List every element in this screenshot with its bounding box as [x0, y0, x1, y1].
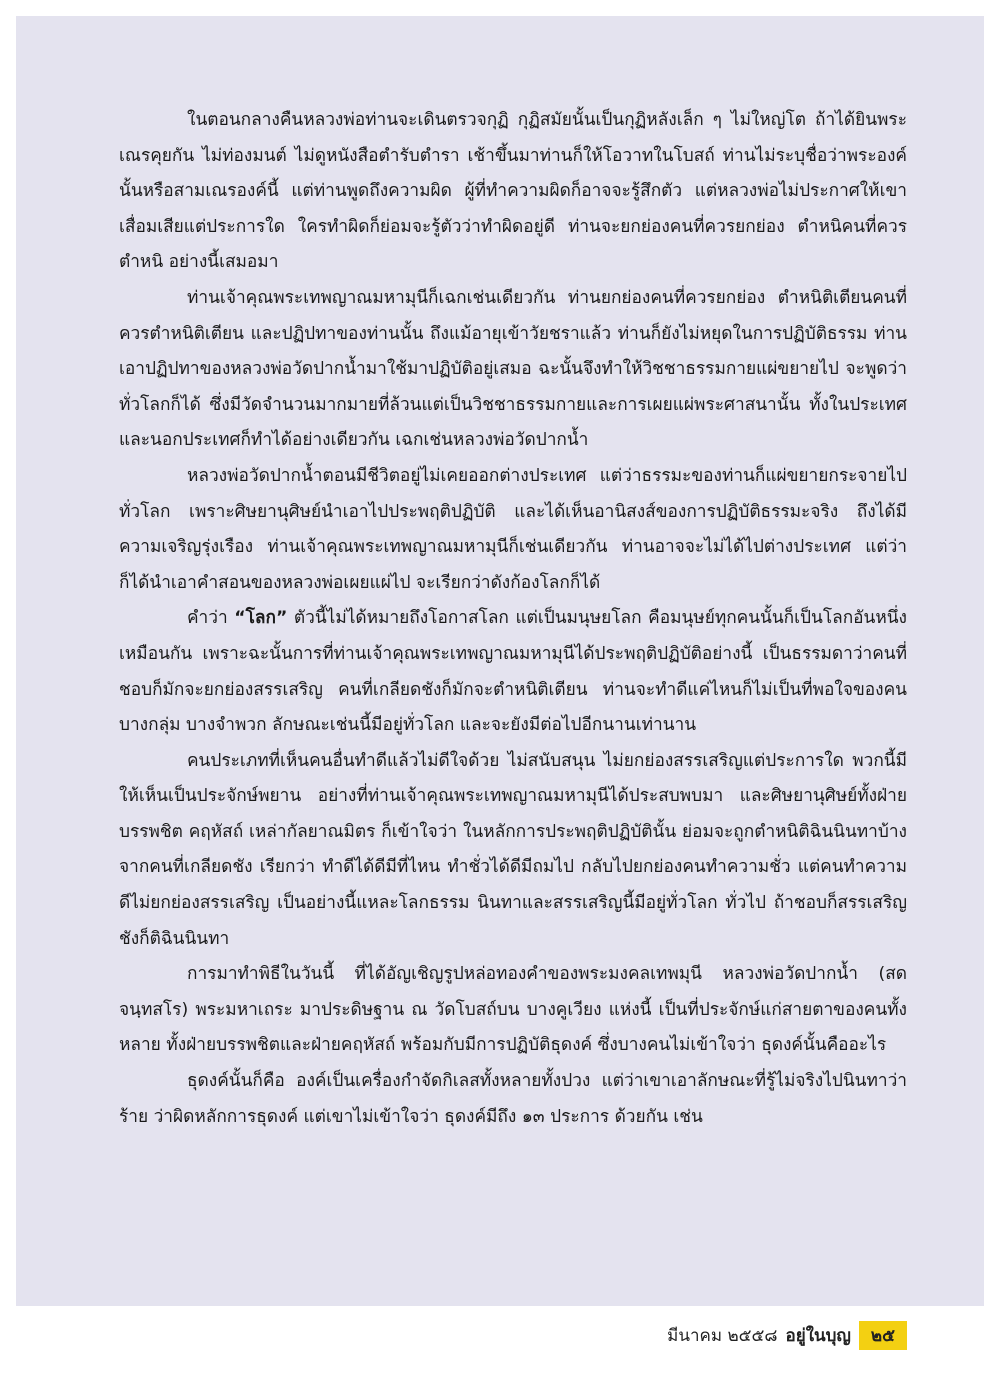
paragraph-7: ธุดงค์นั้นก็คือ องค์เป็นเครื่องกำจัดกิเลสทั้งหลายทั้งปวง แต่ว่าเขาเอาลักษณะที่รู้ไม่จริงไปนินทาว่าร้าย ว่าผิดหลักการธุดงค์ แต่เขาไม่เข้าใจว่า ธุดงค์มีถึง ๑๓ ประการ ด้วยกัน เช่น — [119, 1071, 907, 1127]
paragraph-4-body: ตัวนี้ไม่ได้หมายถึงโอกาสโลก แต่เป็นมนุษยโลก คือมนุษย์ทุกคนนั้นก็เป็นโลกอันหนึ่งเหมือนกัน เพราะฉะนั้นการที่ท่านเจ้าคุณพระเทพญาณมหามุนีได้ประพฤติปฏิบัติอย่างนี้ เป็นธรรมดาว่าคนที่ชอบก็มักจะยกย่องสรรเสริญ คนที่เกลียดชังก็มักจะตำหนิติเตียน ท่านจะทำดีแค่ไหนก็ไม่เป็นที่พอใจของคนบางกลุ่ม บางจำพวก ลักษณะเช่นนี้มีอยู่ทั่วโลก และจะยังมีต่อไปอีกนานเท่านาน — [119, 608, 907, 736]
issue-date: มีนาคม ๒๕๕๘ — [667, 1326, 778, 1346]
magazine-title: อยู่ในบุญ — [785, 1326, 851, 1346]
paragraph-4-lead: คำว่า — [187, 608, 228, 629]
paragraph-4 — [119, 601, 907, 743]
paragraph-6: การมาทำพิธีในวันนี้ ที่ได้อัญเชิญรูปหล่อทองคำของพระมงคลเทพมุนี หลวงพ่อวัดปากน้ำ (สด จนฺทสโร) พระมหาเถระ มาประดิษฐาน ณ วัดโบสถ์บน บางคูเวียง แห่งนี้ เป็นที่ประจักษ์แก่สายตาของคนทั้งหลาย ทั้งฝ่ายบรรพชิตและฝ่ายคฤหัสถ์ พร้อมกับมีการปฏิบัติธุดงค์ ซึ่งบางคนไม่เข้าใจว่า ธุดงค์นั้นคืออะไร — [119, 964, 907, 1056]
keyword-lok: “โลก” — [234, 608, 288, 629]
paragraph-2: ท่านเจ้าคุณพระเทพญาณมหามุนีก็เฉกเช่นเดียวกัน ท่านยกย่องคนที่ควรยกย่อง ตำหนิติเตียนคนที่ควรตำหนิติเตียน และปฏิปทาของท่านนั้น ถึงแม้อายุเข้าวัยชราแล้ว ท่านก็ยังไม่หยุดในการปฏิบัติธรรม ท่านเอาปฏิปทาของหลวงพ่อวัดปากน้ำมาใช้มาปฏิบัติอยู่เสมอ ฉะนั้นจึงทำให้วิชชาธรรมกายแผ่ขยายไป จะพูดว่าทั่วโลกก็ได้ ซึ่งมีวัดจำนวนมากมายที่ล้วนแต่เป็นวิชชาธรรมกายและการเผยแผ่พระศาสนานั้น ทั้งในประเทศและนอกประเทศก็ทำได้อย่างเดียวกัน เฉกเช่นหลวงพ่อวัดปากน้ำ — [119, 287, 907, 451]
paragraph-3: หลวงพ่อวัดปากน้ำตอนมีชีวิตอยู่ไม่เคยออกต่างประเทศ แต่ว่าธรรมะของท่านก็แผ่ขยายกระจายไปทั่วโลก เพราะศิษยานุศิษย์นำเอาไปประพฤติปฏิบัติ และได้เห็นอานิสงส์ของการปฏิบัติธรรมะจริง ถึงได้มีความเจริญรุ่งเรือง ท่านเจ้าคุณพระเทพญาณมหามุนีก็เช่นเดียวกัน ท่านอาจจะไม่ได้ไปต่างประเทศ แต่ว่าก็ได้นำเอาคำสอนของหลวงพ่อเผยแผ่ไป จะเรียกว่าดังก้องโลกก็ได้ — [119, 465, 907, 593]
paragraph-1: ในตอนกลางคืนหลวงพ่อท่านจะเดินตรวจกุฏิ กุฏิสมัยนั้นเป็นกุฏิหลังเล็ก ๆ ไม่ใหญ่โต ถ้าได้ยินพระเณรคุยกัน ไม่ท่องมนต์ ไม่ดูหนังสือตำรับตำรา เช้าขึ้นมาท่านก็ให้โอวาทในโบสถ์ ท่านไม่ระบุชื่อว่าพระองค์นั้นหรือสามเณรองค์นี้ แต่ท่านพูดถึงความผิด ผู้ที่ทำความผิดก็อาจจะรู้สึกตัว แต่หลวงพ่อไม่ประกาศให้เขาเสื่อมเสียแต่ประการใด ใครทำผิดก็ย่อมจะรู้ตัวว่าทำผิดอยู่ดี ท่านจะยกย่องคนที่ควรยกย่อง ตำหนิคนที่ควรตำหนิ อย่างนี้เสมอมา — [119, 110, 907, 273]
page-number: ๒๕ — [859, 1321, 907, 1350]
paragraph-5: คนประเภทที่เห็นคนอื่นทำดีแล้วไม่ดีใจด้วย ไม่สนับสนุน ไม่ยกย่องสรรเสริญแต่ประการใด พวกนี้มีให้เห็นเป็นประจักษ์พยาน อย่างที่ท่านเจ้าคุณพระเทพญาณมหามุนีได้ประสบพบมา และศิษยานุศิษย์ทั้งฝ่ายบรรพชิต คฤหัสถ์ เหล่ากัลยาณมิตร ก็เข้าใจว่า ในหลักการประพฤติปฏิบัตินั้น ย่อมจะถูกตำหนิติฉินนินทาบ้างจากคนที่เกลียดชัง เรียกว่า ทำดีได้ดีมีที่ไหน ทำชั่วได้ดีมีถมไป กลับไปยกย่องคนทำความชั่ว แต่คนทำความดีไม่ยกย่องสรรเสริญ เป็นอย่างนี้แหละโลกธรรม นินทาและสรรเสริญนี้มีอยู่ทั่วโลก ทั่วไป ถ้าชอบก็สรรเสริญ ชังก็ติฉินนินทา — [119, 750, 907, 949]
page-footer — [667, 1321, 907, 1350]
article-body — [119, 103, 907, 1135]
